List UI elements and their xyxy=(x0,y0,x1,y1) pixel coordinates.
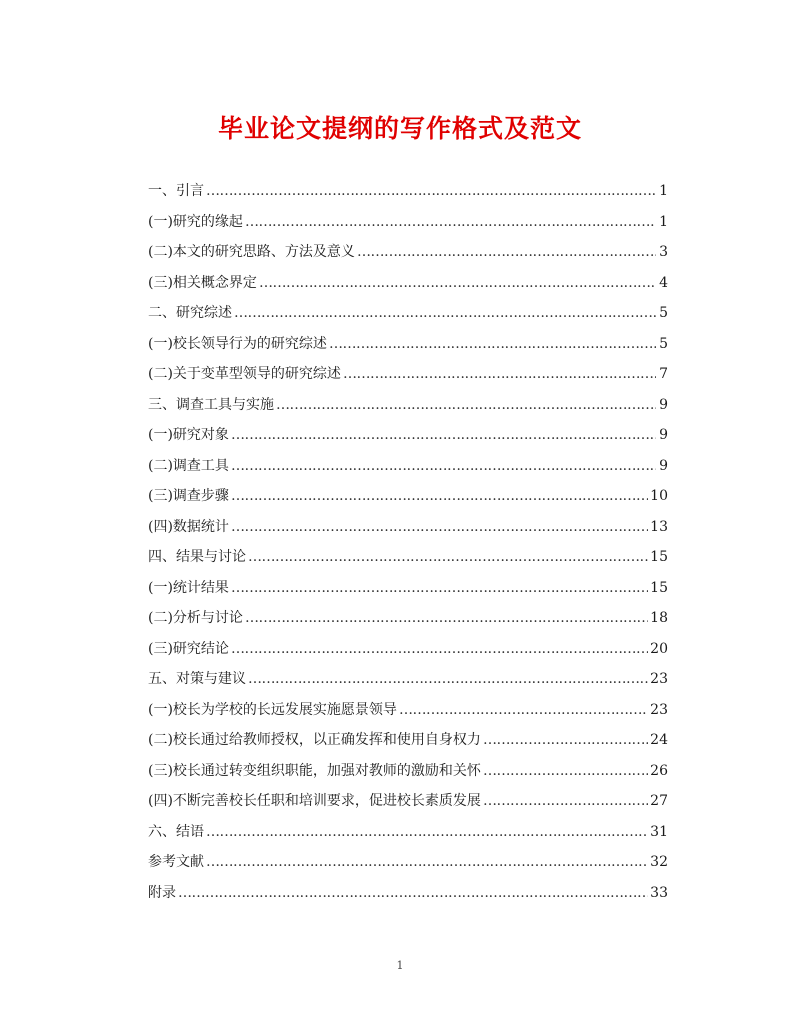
toc-entry xyxy=(148,359,668,390)
toc-entry-page: 31 xyxy=(650,823,668,840)
toc-entry-label: 附录 xyxy=(148,884,176,901)
toc-entry-label: (一)统计结果 xyxy=(148,579,229,596)
toc-entry xyxy=(148,420,668,451)
toc-entry-label: (一)校长为学校的长远发展实施愿景领导 xyxy=(148,701,397,718)
toc-dot-leader xyxy=(245,207,656,238)
toc-entry xyxy=(148,207,668,238)
document-title: 毕业论文提纲的写作格式及范文 xyxy=(217,114,582,143)
toc-dot-leader xyxy=(483,786,648,817)
toc-entry-page: 3 xyxy=(659,244,668,260)
toc-entry-page: 27 xyxy=(650,793,668,809)
toc-entry-label: (一)研究对象 xyxy=(148,427,229,443)
toc-entry-page: 26 xyxy=(650,762,668,779)
toc-entry-label: 四、结果与讨论 xyxy=(148,549,246,565)
footer-page-number: 1 xyxy=(396,959,404,972)
toc-entry-page: 23 xyxy=(650,701,668,718)
toc-entry-label: (二)分析与讨论 xyxy=(148,610,243,626)
toc-entry-label: (二)本文的研究思路、方法及意义 xyxy=(148,244,355,260)
toc-entry xyxy=(148,481,668,512)
toc-dot-leader xyxy=(399,695,648,726)
toc-entry-page: 18 xyxy=(650,610,668,626)
toc-entry xyxy=(148,542,668,573)
toc-entry xyxy=(148,390,668,421)
toc-entry-page: 15 xyxy=(650,549,668,565)
toc-entry-label: 二、研究综述 xyxy=(148,305,232,321)
toc-entry xyxy=(148,725,668,756)
toc-entry xyxy=(148,298,668,329)
toc-entry-page: 33 xyxy=(650,884,668,901)
toc-dot-leader xyxy=(483,725,648,756)
toc-entry-page: 24 xyxy=(650,732,668,748)
toc-entry xyxy=(148,329,668,360)
toc-dot-leader xyxy=(483,756,648,787)
toc-entry-label: 参考文献 xyxy=(148,854,204,870)
toc-dot-leader xyxy=(231,573,648,604)
toc-entry xyxy=(148,664,668,695)
toc-entry-page: 1 xyxy=(659,213,668,230)
toc-entry xyxy=(148,512,668,543)
toc-dot-leader xyxy=(259,268,656,299)
toc-entry xyxy=(148,817,668,848)
toc-dot-leader xyxy=(231,481,648,512)
toc-entry-page: 1 xyxy=(659,183,668,199)
toc-entry xyxy=(148,573,668,604)
toc-entry-page: 4 xyxy=(659,274,668,291)
toc-entry-page: 20 xyxy=(650,640,668,657)
toc-dot-leader xyxy=(206,817,648,848)
toc-entry-label: 三、调查工具与实施 xyxy=(148,396,274,413)
toc-entry-page: 9 xyxy=(659,427,668,443)
toc-dot-leader xyxy=(231,634,648,665)
toc-entry xyxy=(148,451,668,482)
toc-dot-leader xyxy=(248,664,648,695)
toc-dot-leader xyxy=(231,512,648,543)
toc-entry xyxy=(148,847,668,878)
toc-entry-label: (一)校长领导行为的研究综述 xyxy=(148,335,327,352)
toc-entry-page: 32 xyxy=(650,854,668,870)
toc-entry-label: (四)不断完善校长任职和培训要求，促进校长素质发展 xyxy=(148,793,481,809)
toc-entry-label: (二)关于变革型领导的研究综述 xyxy=(148,366,341,382)
toc-entry xyxy=(148,176,668,207)
toc-entry-label: (三)调查步骤 xyxy=(148,488,229,504)
toc-entry-label: 六、结语 xyxy=(148,823,204,840)
toc-dot-leader xyxy=(178,878,648,909)
toc-entry xyxy=(148,634,668,665)
toc-dot-leader xyxy=(206,847,648,878)
toc-entry xyxy=(148,603,668,634)
toc-entry xyxy=(148,268,668,299)
toc-dot-leader xyxy=(329,329,656,360)
toc-dot-leader xyxy=(248,542,648,573)
toc-entry-page: 7 xyxy=(659,366,668,382)
toc-entry-page: 9 xyxy=(659,396,668,413)
toc-entry-label: (一)研究的缘起 xyxy=(148,213,243,230)
toc-entry-label: (三)相关概念界定 xyxy=(148,274,257,291)
toc-dot-leader xyxy=(357,237,656,268)
toc-entry xyxy=(148,695,668,726)
toc-entry xyxy=(148,786,668,817)
toc-entry-page: 13 xyxy=(650,518,668,535)
toc-dot-leader xyxy=(343,359,656,390)
toc-entry-label: 五、对策与建议 xyxy=(148,671,246,687)
toc-entry-label: (二)校长通过给教师授权，以正确发挥和使用自身权力 xyxy=(148,732,481,748)
toc-entry-page: 23 xyxy=(650,671,668,687)
toc-dot-leader xyxy=(245,603,648,634)
toc-dot-leader xyxy=(231,451,656,482)
toc-dot-leader xyxy=(234,298,656,329)
toc-entry-label: (二)调查工具 xyxy=(148,457,229,474)
toc-entry-page: 9 xyxy=(659,457,668,474)
toc-dot-leader xyxy=(206,176,656,207)
toc-entry-page: 5 xyxy=(659,305,668,321)
toc-entry-label: (三)校长通过转变组织职能，加强对教师的激励和关怀 xyxy=(148,762,481,779)
toc-entry-label: (三)研究结论 xyxy=(148,640,229,657)
toc-entry-page: 15 xyxy=(650,579,668,596)
toc-entry-label: (四)数据统计 xyxy=(148,518,229,535)
toc-entry-page: 5 xyxy=(659,335,668,352)
toc-entry xyxy=(148,756,668,787)
toc-dot-leader xyxy=(276,390,656,421)
toc-entry xyxy=(148,878,668,909)
toc-dot-leader xyxy=(231,420,656,451)
toc-entry xyxy=(148,237,668,268)
table-of-contents xyxy=(148,176,668,908)
toc-entry-page: 10 xyxy=(650,488,668,504)
toc-entry-label: 一、引言 xyxy=(148,183,204,199)
